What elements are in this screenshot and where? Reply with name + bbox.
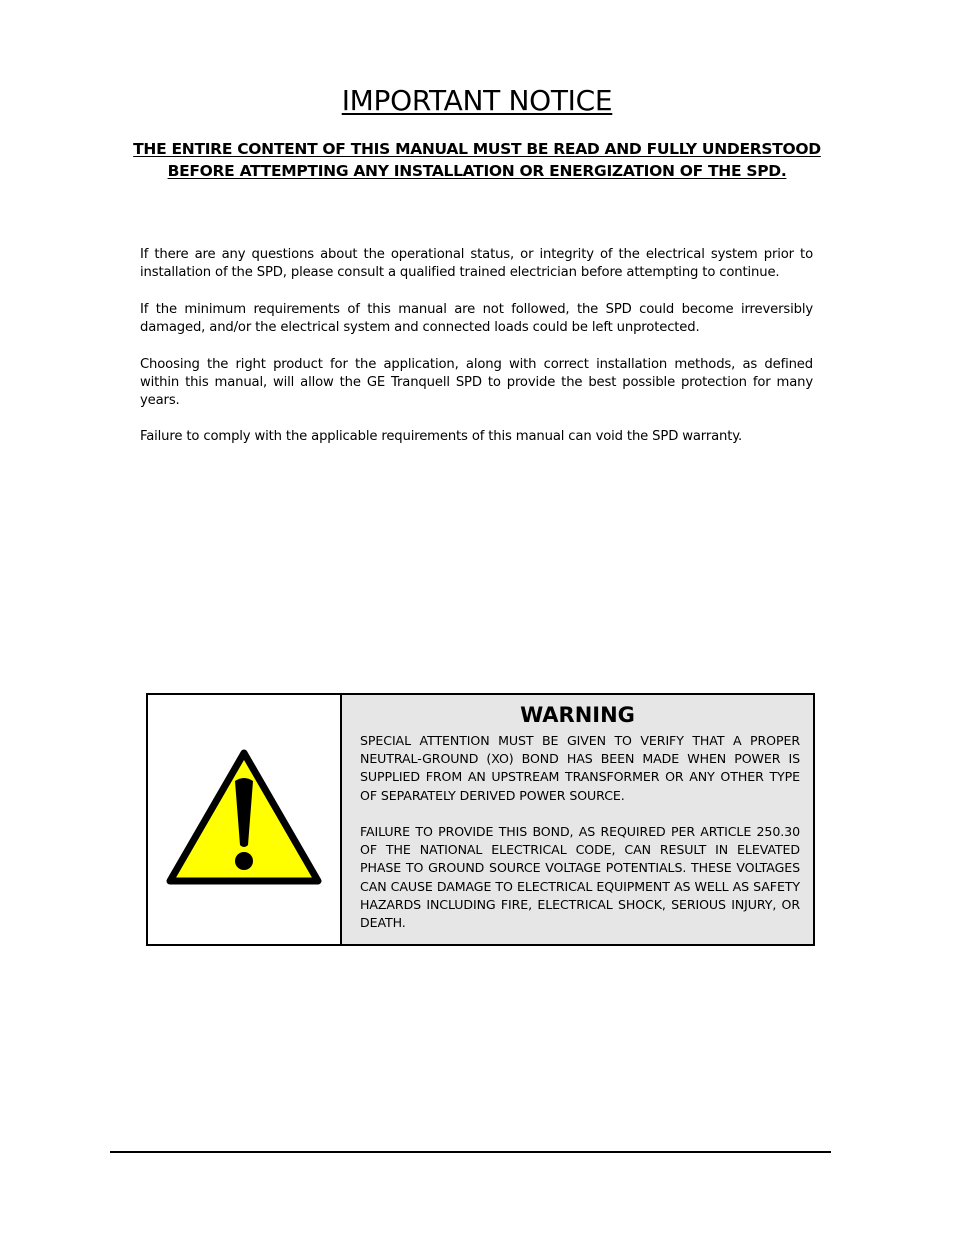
- warning-triangle-icon: [166, 747, 322, 887]
- footer-divider: [110, 1151, 831, 1153]
- warning-box: [146, 693, 815, 946]
- warning-icon-cell: [148, 695, 342, 944]
- paragraph-minimum-requirements: If the minimum requirements of this manual are not followed, the SPD could become irreversibly damaged, and/or the electrical system and connected loads could be left unprotected.: [140, 302, 813, 335]
- warning-text-cell: [342, 695, 813, 944]
- paragraph-questions: If there are any questions about the operational status, or integrity of the electrical system prior to installation of the SPD, please consult a qualified trained electrician before attempting to continue.: [140, 247, 813, 280]
- paragraph-warranty: Failure to comply with the applicable requirements of this manual can void the SPD warranty.: [140, 429, 743, 444]
- warning-heading: WARNING: [520, 703, 635, 727]
- notice-subtitle-line-1: THE ENTIRE CONTENT OF THIS MANUAL MUST BE READ AND FULLY UNDERSTOOD: [133, 140, 821, 158]
- warning-paragraph-failure: FAILURE TO PROVIDE THIS BOND, AS REQUIRED PER ARTICLE 250.30 OF THE NATIONAL ELECTRICAL CODE, CAN RESULT IN ELEVATED PHASE TO GROUND SOURCE VOLTAGE POTENTIALS. THESE VOLTAGES CAN CAUSE DAMAGE TO ELECTRICAL EQUIPMENT AS WELL AS SAFETY HAZARDS INCLUDING FIRE, ELECTRICAL SHOCK, SERIOUS INJURY, OR DEATH.: [360, 824, 800, 931]
- warning-paragraph-bond: SPECIAL ATTENTION MUST BE GIVEN TO VERIFY THAT A PROPER NEUTRAL-GROUND (XO) BOND HAS BEEN MADE WHEN POWER IS SUPPLIED FROM AN UPSTREAM TRANSFORMER OR ANY OTHER TYPE OF SEPARATELY DERIVED POWER SOURCE.: [360, 733, 800, 803]
- paragraph-choosing-product: Choosing the right product for the application, along with correct installation methods, as defined within this manual, will allow the GE Tranquell SPD to provide the best possible protection for many years.: [140, 357, 813, 408]
- page-title: IMPORTANT NOTICE: [341, 84, 613, 117]
- notice-subtitle-line-2: BEFORE ATTEMPTING ANY INSTALLATION OR ENERGIZATION OF THE SPD.: [167, 162, 787, 180]
